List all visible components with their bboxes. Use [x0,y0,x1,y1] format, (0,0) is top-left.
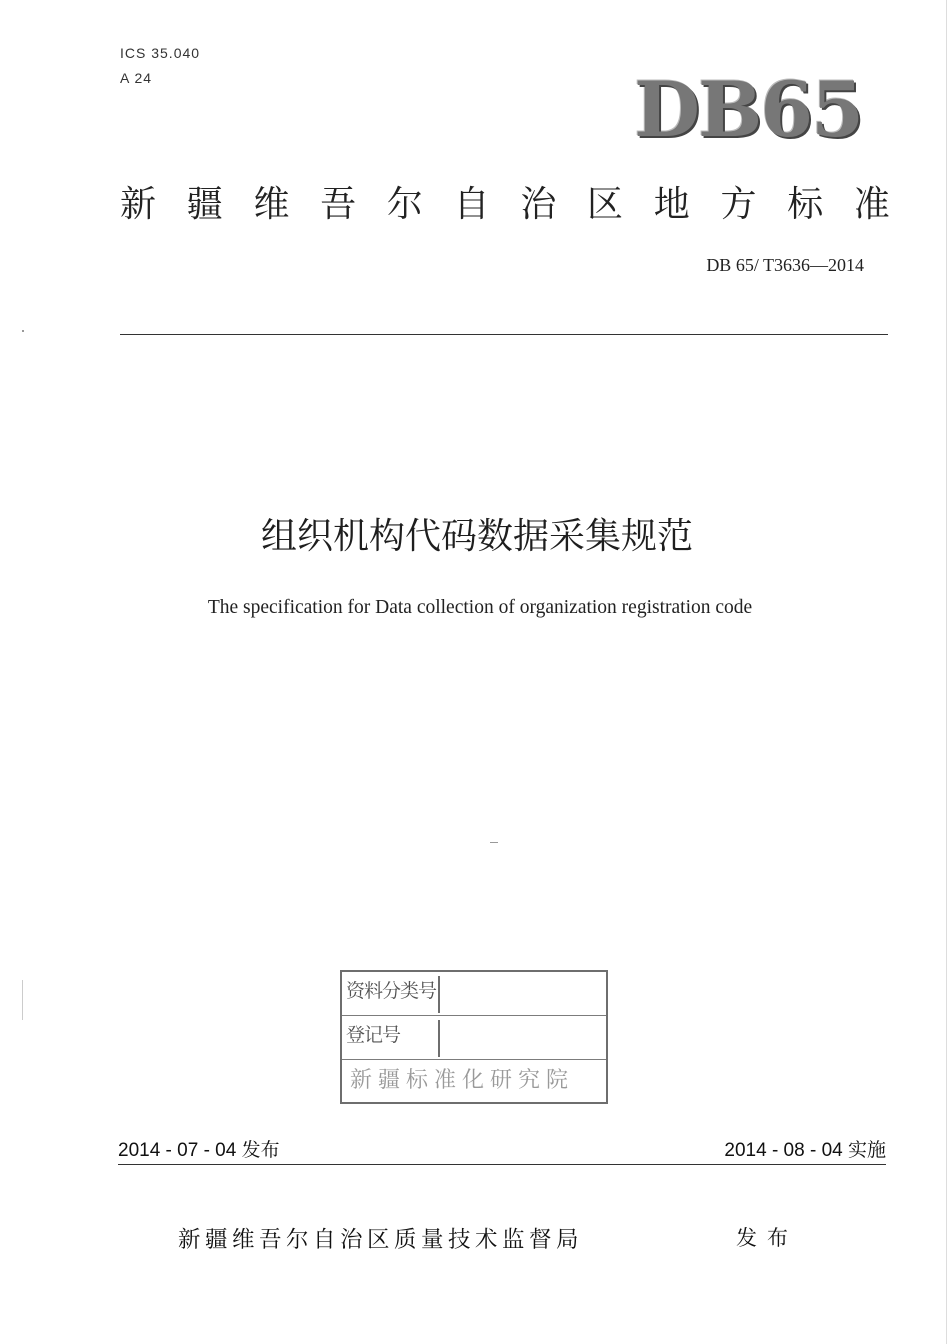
standard-type-char: 地 [653,184,690,225]
standard-type-char: 方 [720,184,757,225]
library-stamp [340,970,608,1104]
standard-type-char: 疆 [186,184,223,225]
standard-type-char: 治 [520,184,557,225]
stamp-classification-label: 资料分类号 [346,976,440,1013]
standard-type-heading [120,180,890,230]
scan-edge [946,0,947,1344]
standard-type-char: 吾 [320,184,357,225]
standard-type-char: 准 [853,184,890,225]
standard-type-char: 尔 [386,184,423,225]
header-divider [120,334,888,335]
stamp-classification-value [442,976,602,1013]
implementation-date: 2014 - 08 - 04 实施 [724,1140,886,1161]
standard-type-char: 标 [787,184,824,225]
standard-type-char: 维 [253,184,290,225]
scan-speck [490,842,498,843]
stamp-organization-row [342,1060,606,1102]
scan-speck [22,330,24,332]
document-title-english: The specification for Data collection of organization registration code [207,597,753,618]
footer-divider [118,1164,886,1165]
classification-code: A 24 [120,70,153,86]
standard-type-char: 自 [453,184,490,225]
publish-label: 发布 [736,1226,798,1250]
stamp-registration-value [442,1020,602,1057]
document-title-chinese: 组织机构代码数据采集规范 [260,516,693,557]
ics-code: ICS 35.040 [120,45,201,61]
scan-speck [22,980,23,1020]
stamp-organization: 新疆标准化研究院 [350,1068,575,1093]
publisher-name: 新疆维吾尔自治区质量技术监督局 [178,1227,584,1253]
issue-date: 2014 - 07 - 04 发布 [118,1140,280,1161]
stamp-registration-row [342,1016,606,1060]
db-logo: DB65 [634,65,862,154]
stamp-classification-row [342,972,606,1016]
standard-type-char: 区 [587,184,624,225]
standard-type-char: 新 [120,184,157,225]
standard-number: DB 65/ T3636—2014 [706,255,864,275]
stamp-registration-label: 登记号 [346,1020,440,1057]
